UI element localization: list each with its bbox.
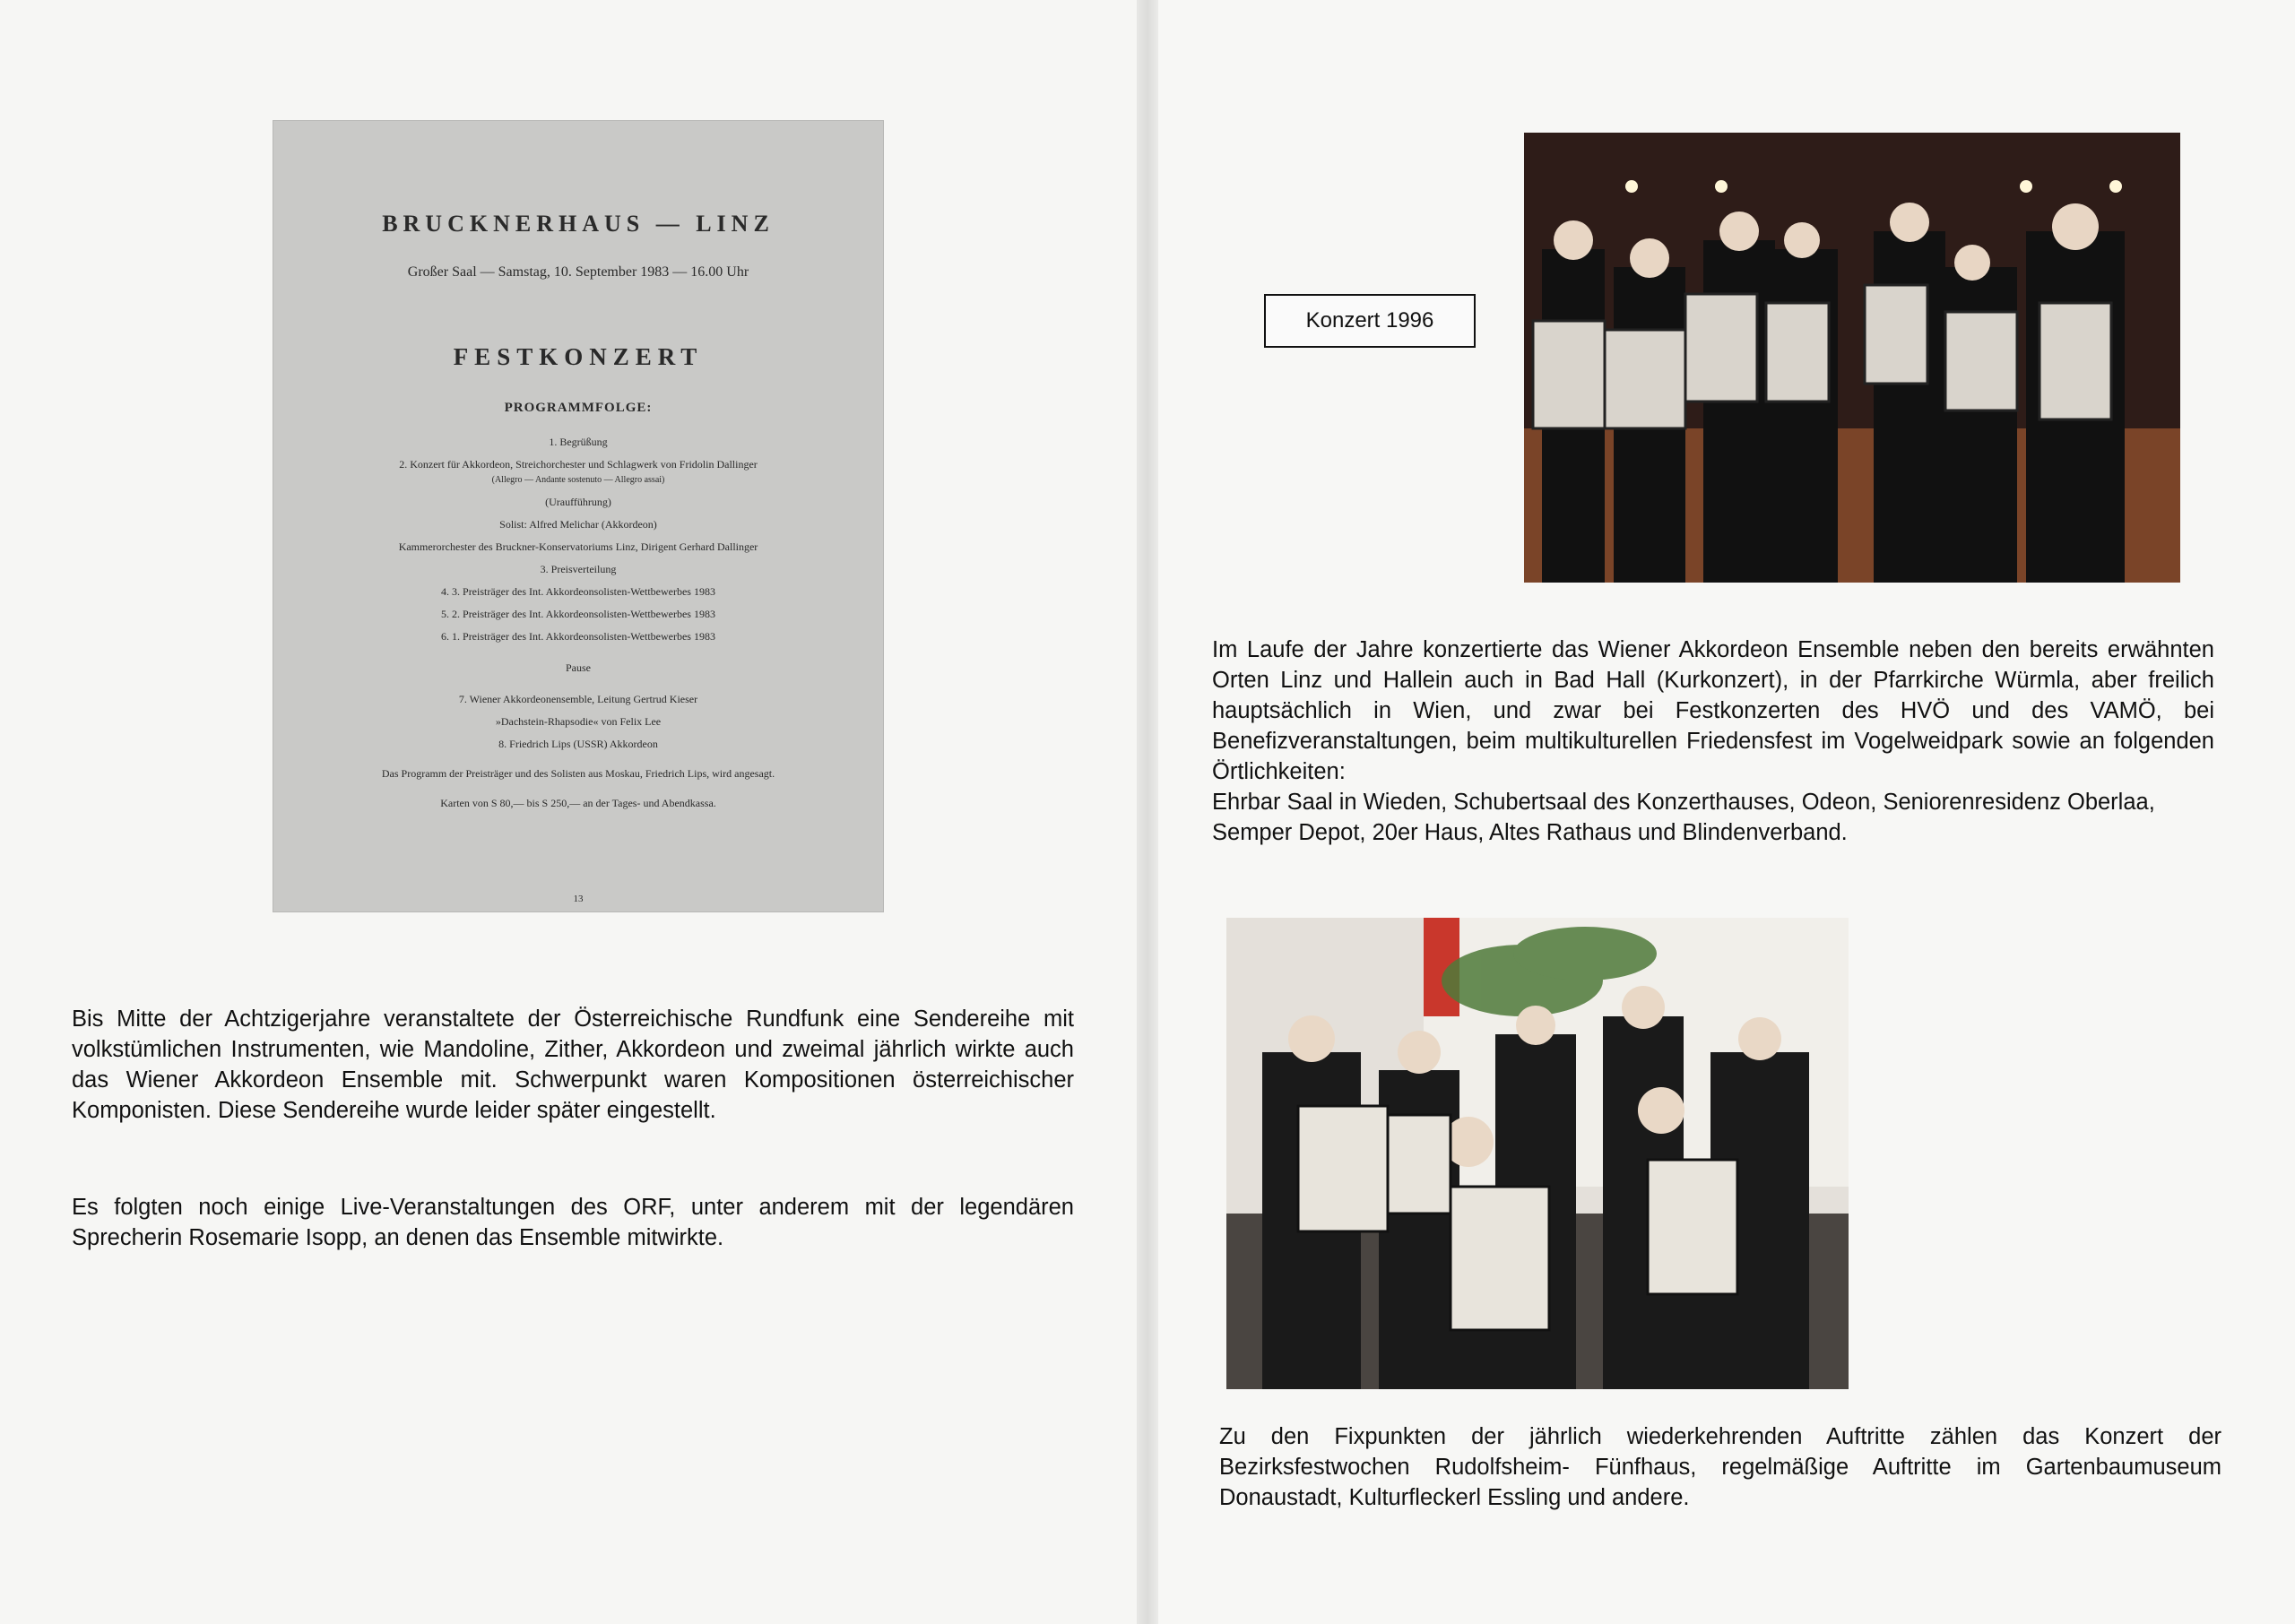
programme-item: 3. Preisverteilung <box>540 563 617 575</box>
concert-venues-paragraph <box>1212 635 2214 848</box>
programme-item: Das Programm der Preisträger und des Solisten aus Moskau, Friedrich Lips, wird angesagt. <box>381 767 775 780</box>
programme-item: Karten von S 80,— bis S 250,— an der Tages- und Abendkassa. <box>440 797 716 809</box>
programme-item: 7. Wiener Akkordeonensemble, Leitung Gertrud Kieser <box>458 693 698 705</box>
programme-page-number: 13 <box>573 894 584 904</box>
programme-item: 5. 2. Preisträger des Int. Akkordeonsolisten-Wettbewerbes 1983 <box>441 608 715 620</box>
programme-item: 8. Friedrich Lips (USSR) Akkordeon <box>498 738 658 750</box>
orf-live-paragraph: Es folgten noch einige Live-Veranstaltungen des ORF, unter anderem mit der legendären Sprecherin Rosemarie Isopp, an denen das Ensemble mitwirkte. <box>72 1195 1074 1250</box>
programme-subtitle: PROGRAMMFOLGE: <box>504 401 653 415</box>
programme-item: »Dachstein-Rhapsodie« von Felix Lee <box>495 715 662 728</box>
programme-dateline: Großer Saal — Samstag, 10. September 1983 — 16.00 Uhr <box>407 264 749 280</box>
programme-item: (Uraufführung) <box>545 496 611 508</box>
programme-title: FESTKONZERT <box>453 343 704 370</box>
page-gutter <box>1137 0 1158 1624</box>
programme-item: 1. Begrüßung <box>549 436 608 448</box>
programme-venue: BRUCKNERHAUS — LINZ <box>382 211 775 237</box>
photo-caption-box: Konzert 1996 <box>1264 294 1476 348</box>
programme-leaflet-scan <box>273 121 883 911</box>
concert-venues-intro: Im Laufe der Jahre konzertierte das Wiener Akkordeon Ensemble neben den bereits erwähnten Orten Linz und Hallein auch in Bad Hall (Kurkonzert), in der Pfarrkirche Würmla, aber freilich hauptsächlich in Wien, und zwar bei Festkonzerten des HVÖ und des VAMÖ, bei Benefizveranstaltungen, beim multikulturellen Friedensfest im Vogelweidpark sowie an folgenden Örtlichkeiten: <box>1212 637 2214 784</box>
programme-item: Solist: Alfred Melichar (Akkordeon) <box>499 518 657 531</box>
programme-item: 4. 3. Preisträger des Int. Akkordeonsolisten-Wettbewerbes 1983 <box>441 585 715 598</box>
fixed-performances-paragraph: Zu den Fixpunkten der jährlich wiederkehrenden Auftritte zählen das Konzert der Bezirksfestwochen Rudolfsheim- Fünfhaus, regelmäßige Auftritte im Gartenbaumuseum Donaustadt, Kulturfleckerl Essling und andere. <box>1219 1424 2221 1510</box>
programme-item: 6. 1. Preisträger des Int. Akkordeonsolisten-Wettbewerbes 1983 <box>441 630 715 643</box>
programme-item: Pause <box>566 661 591 674</box>
concert-venues-list: Ehrbar Saal in Wieden, Schubertsaal des Konzerthauses, Odeon, Seniorenresidenz Oberlaa, Semper Depot, 20er Haus, Altes Rathaus und Blindenverband. <box>1212 790 2155 845</box>
programme-items <box>309 435 847 818</box>
programme-item: (Allegro — Andante sostenuto — Allegro assai) <box>491 475 665 485</box>
orf-radio-paragraph: Bis Mitte der Achtzigerjahre veranstaltete der Österreichische Rundfunk eine Sendereihe mit volkstümlichen Instrumenten, wie Mandoline, Zither, Akkordeon und zweimal jährlich wirkte auch das Wiener Akkordeon Ensemble mit. Schwerpunkt waren Kompositionen österreichischer Komponisten. Diese Sendereihe wurde leider später eingestellt. <box>72 1006 1074 1123</box>
programme-item: 2. Konzert für Akkordeon, Streichorchester und Schlagwerk von Fridolin Dallinger <box>399 458 758 471</box>
programme-item: Kammerorchester des Bruckner-Konservatoriums Linz, Dirigent Gerhard Dallinger <box>398 540 758 553</box>
ensemble-group-photo <box>1226 918 1849 1389</box>
concert-1996-photo <box>1524 133 2180 583</box>
